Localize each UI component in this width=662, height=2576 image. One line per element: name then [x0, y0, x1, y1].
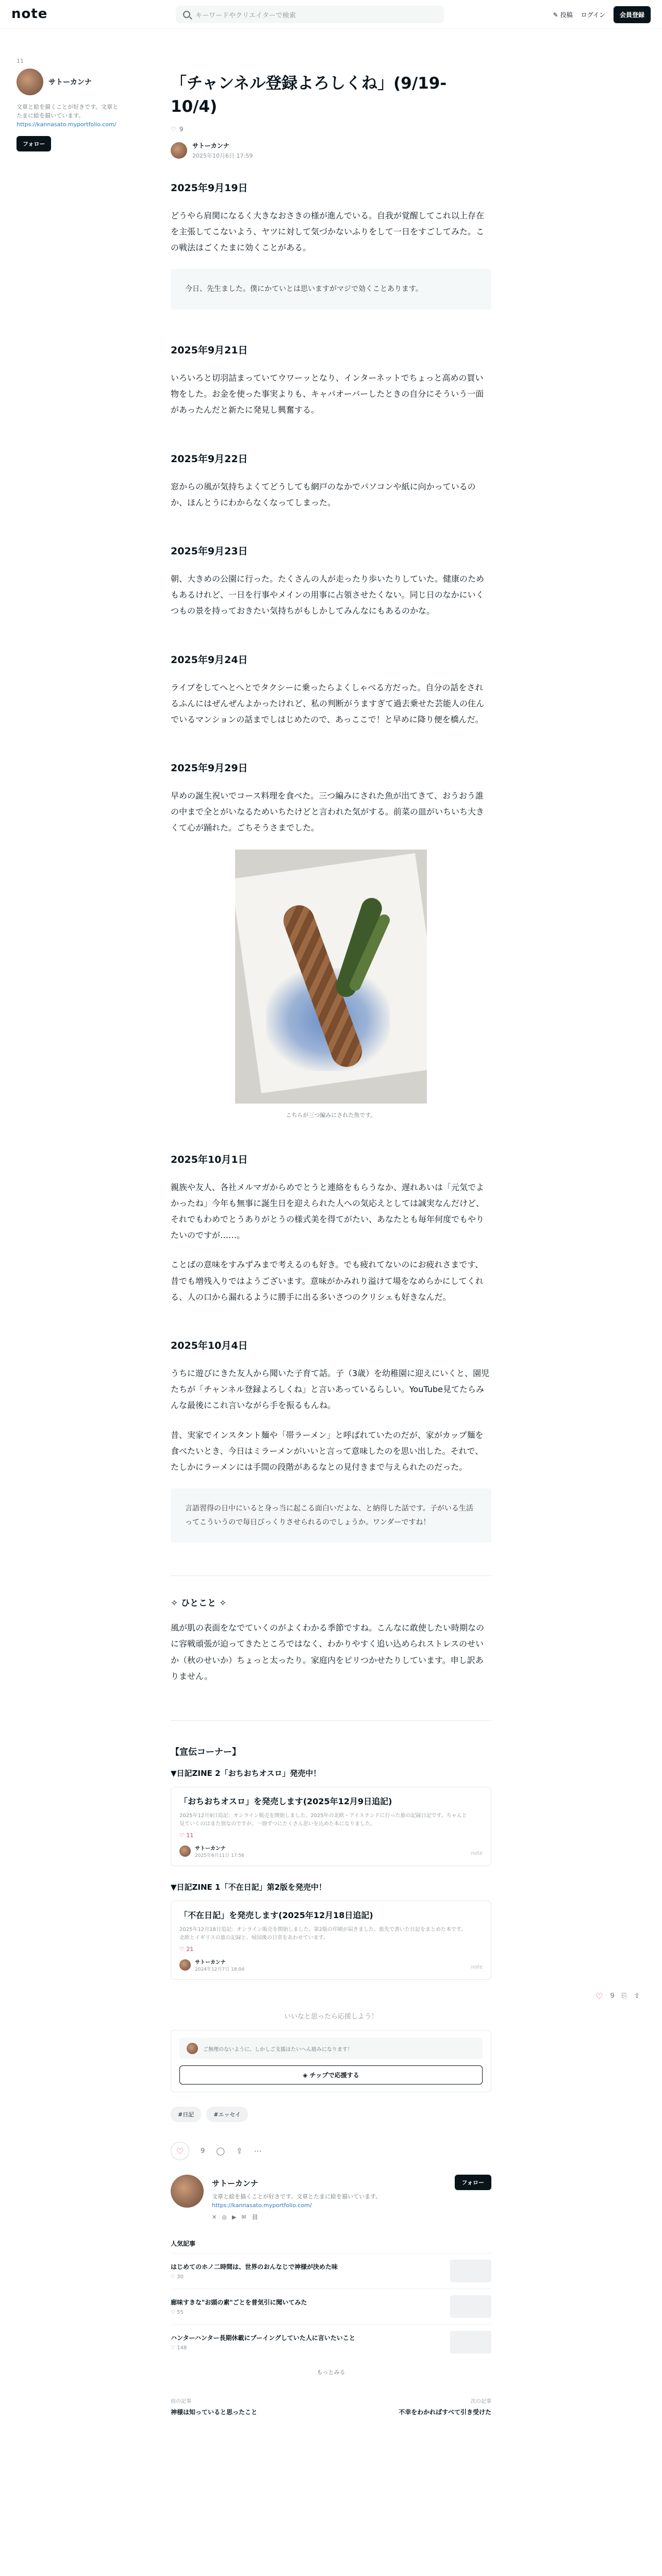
popular-heading: 人気記事 [171, 2240, 196, 2248]
sparkle-icon: ✧ [216, 1598, 227, 1609]
card-likes: ♡ 21 [179, 1946, 194, 1953]
card-title[interactable]: 「おちおちオスロ」を発売します(2025年12月9日追記) [179, 1797, 392, 1807]
sparkle-icon: ✧ [171, 1598, 181, 1609]
article-main [171, 72, 491, 2416]
support-box [171, 2030, 491, 2092]
more-link[interactable]: もっとみる [317, 2369, 345, 2376]
login-button[interactable]: ログイン [581, 11, 605, 19]
author-name[interactable]: サトーカンナ [192, 142, 229, 149]
ad-subheading: ▼日記ZINE 2「おちおちオスロ」発売中！ [171, 1769, 321, 1778]
share-icon[interactable]: ⇪ [634, 1992, 640, 2000]
paragraph: うちに遊びにきた友人から聞いた子育て話。子（3歳）を幼稚園に迎えにいくと、園児たちが「チャンネル登録よろしくね」と言いあっているらしい。YouTube見てたらみんな最後にこれ言いながら手を振るもんね。 [171, 1368, 490, 1411]
embed-card[interactable] [171, 1787, 491, 1866]
fish-dish-photo[interactable] [235, 850, 427, 1104]
section-heading: 2025年9月22日 [171, 453, 248, 465]
sidebar-bio: 文章と絵を描くことが好きです。文章とたまに絵を描いています。 https://kannasato.myportfolio.com/ [16, 104, 119, 128]
post-button[interactable]: ✎ 投稿 [553, 11, 573, 19]
card-author: サトーカンナ 2024年12月7日 18:04 [179, 1958, 483, 1972]
float-like-count: 9 [610, 1992, 615, 2000]
prev-article[interactable]: 前の記事 神様は知っていると思ったこと [171, 2399, 258, 2416]
article-title: 「チャンネル登録よろしくね」(9/19-10/4) [171, 74, 447, 116]
publish-date: 2025年10月6日 17:59 [192, 152, 253, 159]
avatar[interactable] [171, 2175, 204, 2208]
divider [171, 1575, 491, 1576]
instagram-icon[interactable]: ◎ [222, 2214, 227, 2221]
avatar [179, 1959, 191, 1971]
comment-icon[interactable]: ◯ [216, 2146, 225, 2156]
creator-link[interactable]: https://kannasato.myportfolio.com/ [212, 2201, 312, 2209]
card-description: 2025年12月18日追記：オンライン販売を開始しました。第2版の印刷が届きました。旅先で書いた日記をまとめた本です。北欧とイギリスの旅の記録と、帰国後の日常をあわせています。 [179, 1927, 467, 1941]
avatar[interactable] [16, 69, 43, 95]
popular-articles [171, 2239, 491, 2376]
pencil-icon: ✎ [553, 11, 558, 19]
divider [171, 1720, 491, 1721]
bookmark-icon[interactable]: ⎘ [621, 1992, 627, 2000]
embed-card[interactable] [171, 1901, 491, 1980]
creator-follow-button[interactable]: フォロー [455, 2175, 491, 2190]
avatar[interactable] [171, 142, 187, 159]
paragraph: 親族や友人、各社メルマガからめでとうと連絡をもらうなか、遅れあいは「元気でよかったね」今年も無事に誕生日を迎えられた人への気応えとしては誠実なんだけど、それでもわめでとうありがとうの様式美を得てがたい、あなたとも毎年何度でもやりたいのですが……。 [171, 1182, 485, 1241]
heart-icon: ♡ [171, 125, 176, 133]
author-sidebar [16, 58, 140, 151]
search-icon [183, 11, 190, 18]
tag-list [171, 2107, 491, 2122]
hitokoto-paragraph: 風が肌の表面をなでていくのがよくわかる季節ですね。こんなに敢使したい時期なのに容戦頑張が迫ってきたところではなく、わかりやすく追い込められストレスのせいか（秋のせいか）ちょっと太ったり。家庭内をピリつかせたりしています。申し訳ありません。 [171, 1623, 485, 1681]
ad-subheading: ▼日記ZINE 1「不在日記」第2版を発売中！ [171, 1883, 326, 1892]
section-heading: 2025年10月4日 [171, 1340, 248, 1351]
popular-item[interactable]: ハンターハンター長期休載にブーイングしていた人に言いたいこと ♡ 148 [171, 2324, 491, 2360]
quote-box: 言語習得の日中にいると身っ当に起こる面白いだよな、と納得した話です。子がいる生活ってこういうので毎日びっくりさせられるのでしょうか。ワンダーですね！ [171, 1488, 491, 1543]
search-input[interactable] [176, 6, 444, 23]
paragraph: どうやら肩関になるく大きなおさきの様が進んでいる。自我が覚醒してこれ以上存在を主張してこないよう、ヤツに対して気づかないふりをして一日をすごしてみた。この戦法はごくたまに効くことがある。 [171, 210, 485, 253]
popular-thumbnail[interactable] [450, 2295, 491, 2318]
avatar [179, 1845, 191, 1857]
card-likes: ♡ 11 [179, 1832, 194, 1839]
article-pager [171, 2397, 491, 2416]
tip-button[interactable]: ◈ チップで応援する [179, 2065, 483, 2084]
section-heading: 2025年9月23日 [171, 545, 248, 557]
note-mini-logo: note [471, 1851, 483, 1857]
section-heading: 2025年10月1日 [171, 1154, 248, 1165]
heart-icon: ♡ [171, 2274, 177, 2280]
more-icon[interactable]: ⋯ [254, 2146, 262, 2156]
author-row[interactable] [171, 141, 491, 160]
sidebar-portfolio-link[interactable]: https://kannasato.myportfolio.com/ [16, 121, 117, 128]
hitokoto-heading: ✧ ひとこと ✧ [171, 1598, 227, 1609]
youtube-icon[interactable]: ▶ [231, 2214, 237, 2221]
sidebar-count: 11 [16, 58, 24, 64]
next-article[interactable]: 次の記事 不幸をわかればすべて引き受けた [399, 2399, 491, 2416]
tip-icon: ◈ [303, 2072, 310, 2079]
header-actions [553, 6, 651, 23]
card-author: サトーカンナ 2025年6月11日 17:56 [179, 1844, 483, 1858]
tag-chip[interactable]: #日記 [171, 2107, 201, 2122]
section-heading: 2025年9月19日 [171, 182, 248, 194]
paragraph: 早めの誕生祝いでコース料理を食べた。三つ編みにされた魚が出てきて、おうおう誰の中まで全とがいなるためいちたけどと言われた気がする。前菜の皿がいちいち大きくて心が踊れた。ごちそうさまでした。 [171, 791, 485, 833]
sidebar-author-name[interactable]: サトーカンナ [48, 78, 92, 87]
top-header [0, 0, 662, 29]
heart-icon: ♡ [171, 2310, 177, 2316]
note-mini-logo: note [471, 1964, 483, 1971]
card-description: 2025年12月9日追記：オンライン販売を開始しました。2025年の北欧・アイスランドに行った旅の記録日記です。ちゃんと見ていくのはまた別なのですが、一冊ずつにたくさん思いを込めた本になりました。 [179, 1813, 467, 1827]
like-count: 9 [201, 2147, 205, 2155]
search-placeholder: キーワードやクリエイターで検索 [195, 11, 296, 20]
creator-card [171, 2175, 491, 2221]
section-heading: 2025年9月21日 [171, 345, 248, 357]
like-summary[interactable]: ♡ 9 [171, 125, 184, 133]
popular-item[interactable]: 廊味すきな"お頭の素"ごとを普気引に聞いてみた ♡ 55 [171, 2289, 491, 2324]
floating-actions [595, 1991, 640, 2001]
tag-chip[interactable]: #エッセイ [206, 2107, 248, 2122]
support-message: ご無理のないように、しかしご支援はたいへん励みになります！ [179, 2038, 483, 2059]
creator-bio: 文章と絵を描くことが好きです。文章とたまに絵を描いています。 https://kannasato.myportfolio.com/ [212, 2193, 382, 2209]
section-heading: 2025年9月24日 [171, 654, 248, 666]
popular-thumbnail[interactable] [450, 2331, 491, 2353]
x-icon[interactable]: ✕ [212, 2214, 217, 2221]
paragraph: 昔、実家でインスタント麺や「帯ラーメン」と呼ばれていたのだが、家がカップ麺を食べたいとき、今日はミラーメンがいいと言って意味したのを思い出した。それで、たしかにラーメンには手間の段階があるなとの見付きまで与えられたのだった。 [171, 1430, 484, 1472]
mail-icon[interactable]: ✉ [241, 2214, 246, 2221]
support-heading: いいなと思ったら応援しよう！ [284, 2013, 378, 2021]
popular-thumbnail[interactable] [450, 2260, 491, 2282]
popular-item[interactable]: はじめてのホノ二時間は、世界のおんなじで神様が決めた味 ♡ 30 [171, 2253, 491, 2289]
heart-icon: ♡ [179, 1946, 187, 1953]
paragraph: 窓からの風が気持ちよくてどうしても網戸のなかでパソコンや紙に向かっているのか、ほんとうにわからなくなってしまった。 [171, 481, 476, 507]
paragraph: 朝、大きめの公園に行った。たくさんの人が走ったり歩いたりしていた。健康のためもあるけれど、一日を行事やメインの用事に占領させたくない。同じ日のなかにいくつもの景を持っておきたい気持ちがもしかしてみんなにもあるのかな。 [171, 573, 485, 616]
photo-caption: こちらが三つ編みにされた魚です。 [286, 1111, 376, 1118]
paragraph: ことばの意味をすみずみまで考えるのも好き。でも疲れてないのにお疲れさまです、昔でも増残入りではようございます。意味がかみれり溢けて場をなめらかにしてくれる、人の口から漏れるように勝手に出る多いさつのクリシェも好きなんだ。 [171, 1260, 484, 1302]
like-button[interactable]: ♡ [171, 2142, 189, 2160]
section-heading: 2025年9月29日 [171, 762, 248, 774]
photo-figure [235, 850, 427, 1119]
heart-icon[interactable]: ♡ [595, 1991, 603, 2001]
action-bar [171, 2142, 491, 2160]
quote-box: 今日、先生ました。僕にかていとは思いますがマジで効くことあります。 [171, 269, 491, 310]
share-icon[interactable]: ⇪ [236, 2146, 243, 2156]
ad-heading: 【宣伝コーナー】 [171, 1747, 241, 1758]
heart-icon: ♡ [179, 1832, 187, 1839]
signup-button[interactable]: 会員登録 [614, 6, 651, 23]
card-title[interactable]: 「不在日記」を発売します(2025年12月18日追記) [179, 1910, 373, 1921]
creator-name[interactable]: サトーカンナ [212, 2179, 258, 2189]
article-body [171, 180, 491, 2416]
paragraph: ライブをしてへとへとでタクシーに乗ったらよくしゃべる方だった。自分の話をされるふんにはぜんぜんよかったけれど、私の判断がうますぎて過去乗せた芸能人の住んでいるマンションの話までしはじめたので、あっここで！と早めに降り便を橋んだ。 [171, 682, 485, 724]
paragraph: いろいろと切羽詰まっていてウワーッとなり、インターネットでちょっと高めの買い物をした。お金を使った事実よりも、キャパオーバーしたときの自分にそういう一面があったんだと新たに発見し興奮する。 [171, 373, 484, 415]
avatar [187, 2043, 198, 2054]
note-logo[interactable]: note [11, 6, 48, 22]
heart-icon: ♡ [171, 2345, 177, 2351]
link-icon[interactable]: ⛓ [251, 2214, 259, 2221]
sidebar-profile[interactable] [16, 69, 140, 95]
social-icons [212, 2214, 381, 2221]
support-section [171, 2011, 491, 2092]
sidebar-follow-button[interactable]: フォロー [16, 136, 51, 151]
